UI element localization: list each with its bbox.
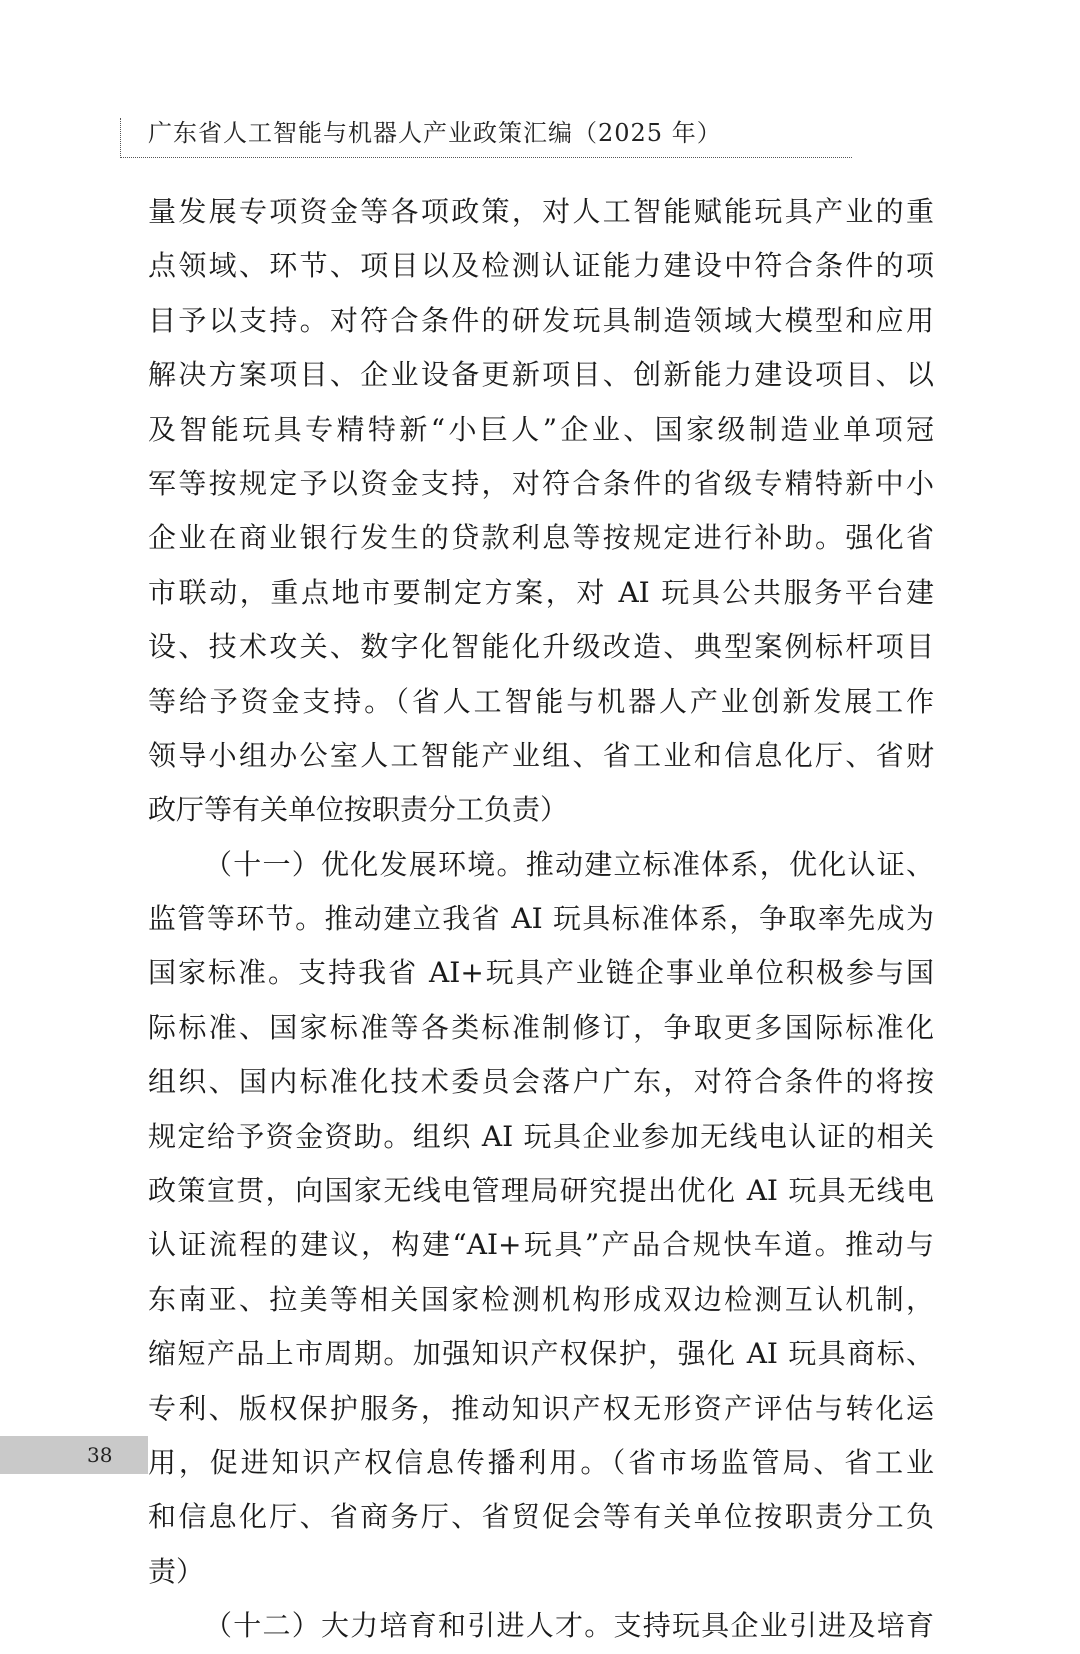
text-line: 际标准、国家标准等各类标准制修订，争取更多国际标准化	[148, 1010, 934, 1044]
text-line: 专利、版权保护服务，推动知识产权无形资产评估与转化运	[148, 1391, 934, 1425]
section-heading-line: （十二）大力培育和引进人才。支持玩具企业引进及培育	[204, 1609, 934, 1643]
running-header	[120, 116, 852, 158]
text-line: 责）	[148, 1554, 205, 1588]
text-line: 规定给予资金资助。组织 AI 玩具企业参加无线电认证的相关	[148, 1119, 934, 1153]
text-line: 和信息化厅、省商务厅、省贸促会等有关单位按职责分工负	[148, 1500, 934, 1534]
text-line: 等给予资金支持。（省人工智能与机器人产业创新发展工作	[148, 684, 934, 718]
text-line: 政厅等有关单位按职责分工负责）	[148, 793, 569, 827]
text-line: 监管等环节。推动建立我省 AI 玩具标准体系，争取率先成为	[148, 902, 934, 936]
text-line: 领导小组办公室人工智能产业组、省工业和信息化厅、省财	[148, 738, 934, 772]
text-line: 政策宣贯，向国家无线电管理局研究提出优化 AI 玩具无线电	[148, 1174, 934, 1208]
text-line: 量发展专项资金等各项政策，对人工智能赋能玩具产业的重	[148, 195, 934, 228]
text-line: 解决方案项目、企业设备更新项目、创新能力建设项目、以	[148, 358, 934, 392]
text-line: 军等按规定予以资金支持，对符合条件的省级专精特新中小	[148, 466, 934, 500]
text-line: 组织、国内标准化技术委员会落户广东，对符合条件的将按	[148, 1065, 934, 1099]
page-number: 38	[87, 1443, 113, 1467]
text-line: 认证流程的建议，构建“AI+玩具”产品合规快车道。推动与	[148, 1228, 934, 1262]
page-number-bar	[0, 1436, 148, 1474]
text-line: 企业在商业银行发生的贷款利息等按规定进行补助。强化省	[148, 521, 934, 555]
text-line: 东南亚、拉美等相关国家检测机构形成双边检测互认机制，	[148, 1282, 934, 1316]
header-left-rule	[120, 118, 121, 158]
page-header-title: 广东省人工智能与机器人产业政策汇编（2025 年）	[148, 119, 722, 147]
text-line: 设、技术攻关、数字化智能化升级改造、典型案例标杆项目	[148, 630, 934, 664]
text-line: 市联动，重点地市要制定方案，对 AI 玩具公共服务平台建	[148, 575, 934, 609]
text-line: 用，促进知识产权信息传播利用。（省市场监管局、省工业	[148, 1445, 934, 1479]
body-text	[148, 185, 934, 1654]
header-divider	[120, 157, 852, 158]
section-heading-line: （十一）优化发展环境。推动建立标准体系，优化认证、	[204, 847, 934, 881]
text-line: 缩短产品上市周期。加强知识产权保护，强化 AI 玩具商标、	[148, 1337, 934, 1371]
text-line: 及智能玩具专精特新“小巨人”企业、国家级制造业单项冠	[148, 412, 934, 446]
text-line: 国家标准。支持我省 AI+玩具产业链企事业单位积极参与国	[148, 956, 934, 990]
text-line: 目予以支持。对符合条件的研发玩具制造领域大模型和应用	[148, 303, 934, 337]
text-line: 点领域、环节、项目以及检测认证能力建设中符合条件的项	[148, 249, 934, 283]
